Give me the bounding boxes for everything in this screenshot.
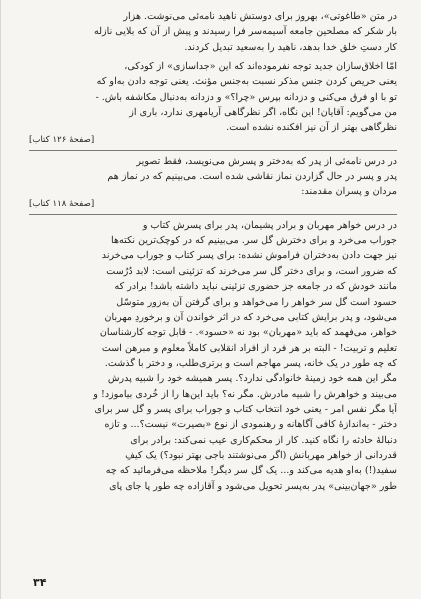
text-line: دنبالهٔ حادثه را نگاه کنید. کار از محکم‌کاری عیب نمی‌کند: برادر برای (130, 434, 397, 446)
paragraph (29, 154, 397, 200)
text-line: در درس نامه‌ئی از پدر که به‌دختر و پسرش می‌نویسد، فقط تصویر (136, 155, 397, 167)
text-line: نیز جهت دادن به‌دختران فراموش نشده: برای پسر کتاب و جوراب می‌خرند (101, 250, 397, 262)
text-line: تعلیم و تربیت! - البته بر هر فرد از افراد انقلابی کاملاً معلوم و مبرهن است (101, 342, 397, 354)
text-line: مگر این همه خود زمینهٔ خانوادگی ندارد؟. پسر همیشه خود را شبیه پدرش (107, 373, 397, 385)
text-line: در درس خواهر مهربان و برادر پشیمان، پدر برای پسرش کتاب و (142, 219, 397, 231)
text-line: آیا مگر نفس امر - یعنی خود انتخاب کتاب و جوراب برای پسر و گل سر برای (94, 403, 397, 415)
book-page-reference (29, 200, 397, 215)
text-line: که چه طور در یک خانه، پسر مهاجم است و برتری‌طلب، و دختر با گذشت. (104, 357, 397, 369)
text-line: کار دستِ خلق خدا بدهد، ناهید را به‌سعید تبدیل کردند. (184, 41, 397, 53)
text-line: مانند خودش که در جامعه جز حضوری تزئینی نباید داشته باشد! برادر که (114, 281, 397, 293)
text-line: یعنی حریص کردن جنس مذکر نسبت به‌جنس مؤنث. یعنی توجه دادن به‌او که (96, 76, 397, 88)
text-line: پدر و پسر در حال گزاردن نماز نقاشی شده است. می‌بینیم که در نماز هم (107, 171, 397, 183)
reference-label: [صفحهٔ ۱۱۸ کتاب] (29, 199, 95, 210)
page-number: ۳۴ (33, 576, 47, 589)
text-line: قدردانی از خواهر مهربانش (اگر می‌نوشتند باجی بهتر نبود؟) یک کیفِ (125, 449, 397, 461)
text-line: من می‌گویم: آقایان! این نگاه، اگر نظرگاهی آریامهری ندارد، باری از (129, 107, 397, 119)
paragraph (29, 218, 397, 494)
text-line: که ضرور است، و برای دختر گل سر می‌خرند که تزئینی است: لابد دُرُست (106, 265, 397, 277)
text-line: طور «جهان‌بینی» پدر به‌پسر تحویل می‌شود و آقازاده چه طور پا جای پای (109, 480, 397, 492)
paragraph (29, 9, 397, 55)
text-line: خواهر، می‌فهمد که باید «مهربان» بود نه «حسود». - قابل توجه کارشناسان (99, 327, 397, 339)
text-line: در متن «طاغوتی»، بهروز برای دوستش ناهید نامه‌ئی می‌نوشت. هزار (123, 11, 397, 22)
text-line: نظرگاهی بهتر از آن نیز افکنده نشده است. (226, 122, 397, 134)
text-line: سفید(!) به‌او هدیه می‌کند و... یک گل سر دیگر! ملاحظه می‌فرمائید که چه (105, 465, 397, 477)
text-line: تو با او فرق می‌کنی و دزدانه بپرس «چرا؟» و دزدانه به‌دنبال مکاشفه باش. - (95, 91, 397, 103)
text-line: مردان و پسران مقدمند: (301, 186, 397, 198)
paragraph (29, 59, 397, 136)
reference-label: [صفحهٔ ۱۲۶ کتاب] (29, 135, 95, 146)
book-page-reference (29, 136, 397, 151)
text-line: می‌شود، و پدر برایش کتابی می‌خرد که در اثر خواندن آن و برخوردِ مهربان (104, 311, 397, 323)
text-line: حسود است گل سر خواهر را می‌خواهد و برای گرفتن آن به‌زور متوسّل (116, 296, 397, 308)
page-text-block (29, 9, 397, 494)
text-line: بار شکر که مصلحین جامعه آسیمه‌سر فرا رسیدند و پیش از آن که بلایی نازله (93, 26, 397, 38)
text-line: امّا اخلاق‌سازان جدید توجه نفرموده‌اند که این «جداسازی» از کودکی، (124, 61, 397, 73)
text-line: می‌بیند و خواهرش را شبیه مادرش. مگر نه؟ باید این‌ها را از خُردی بیاموزد! و (93, 388, 397, 400)
text-line: جوراب می‌خرد و برای دخترش گل سر. می‌بینیم که در کوچک‌ترین نکته‌ها (111, 235, 397, 247)
text-line: دختر - به‌اندازهٔ کافی آگاهانه و رهنمودی از نوع «بصیرت» نیست؟... و تازه (104, 419, 397, 431)
